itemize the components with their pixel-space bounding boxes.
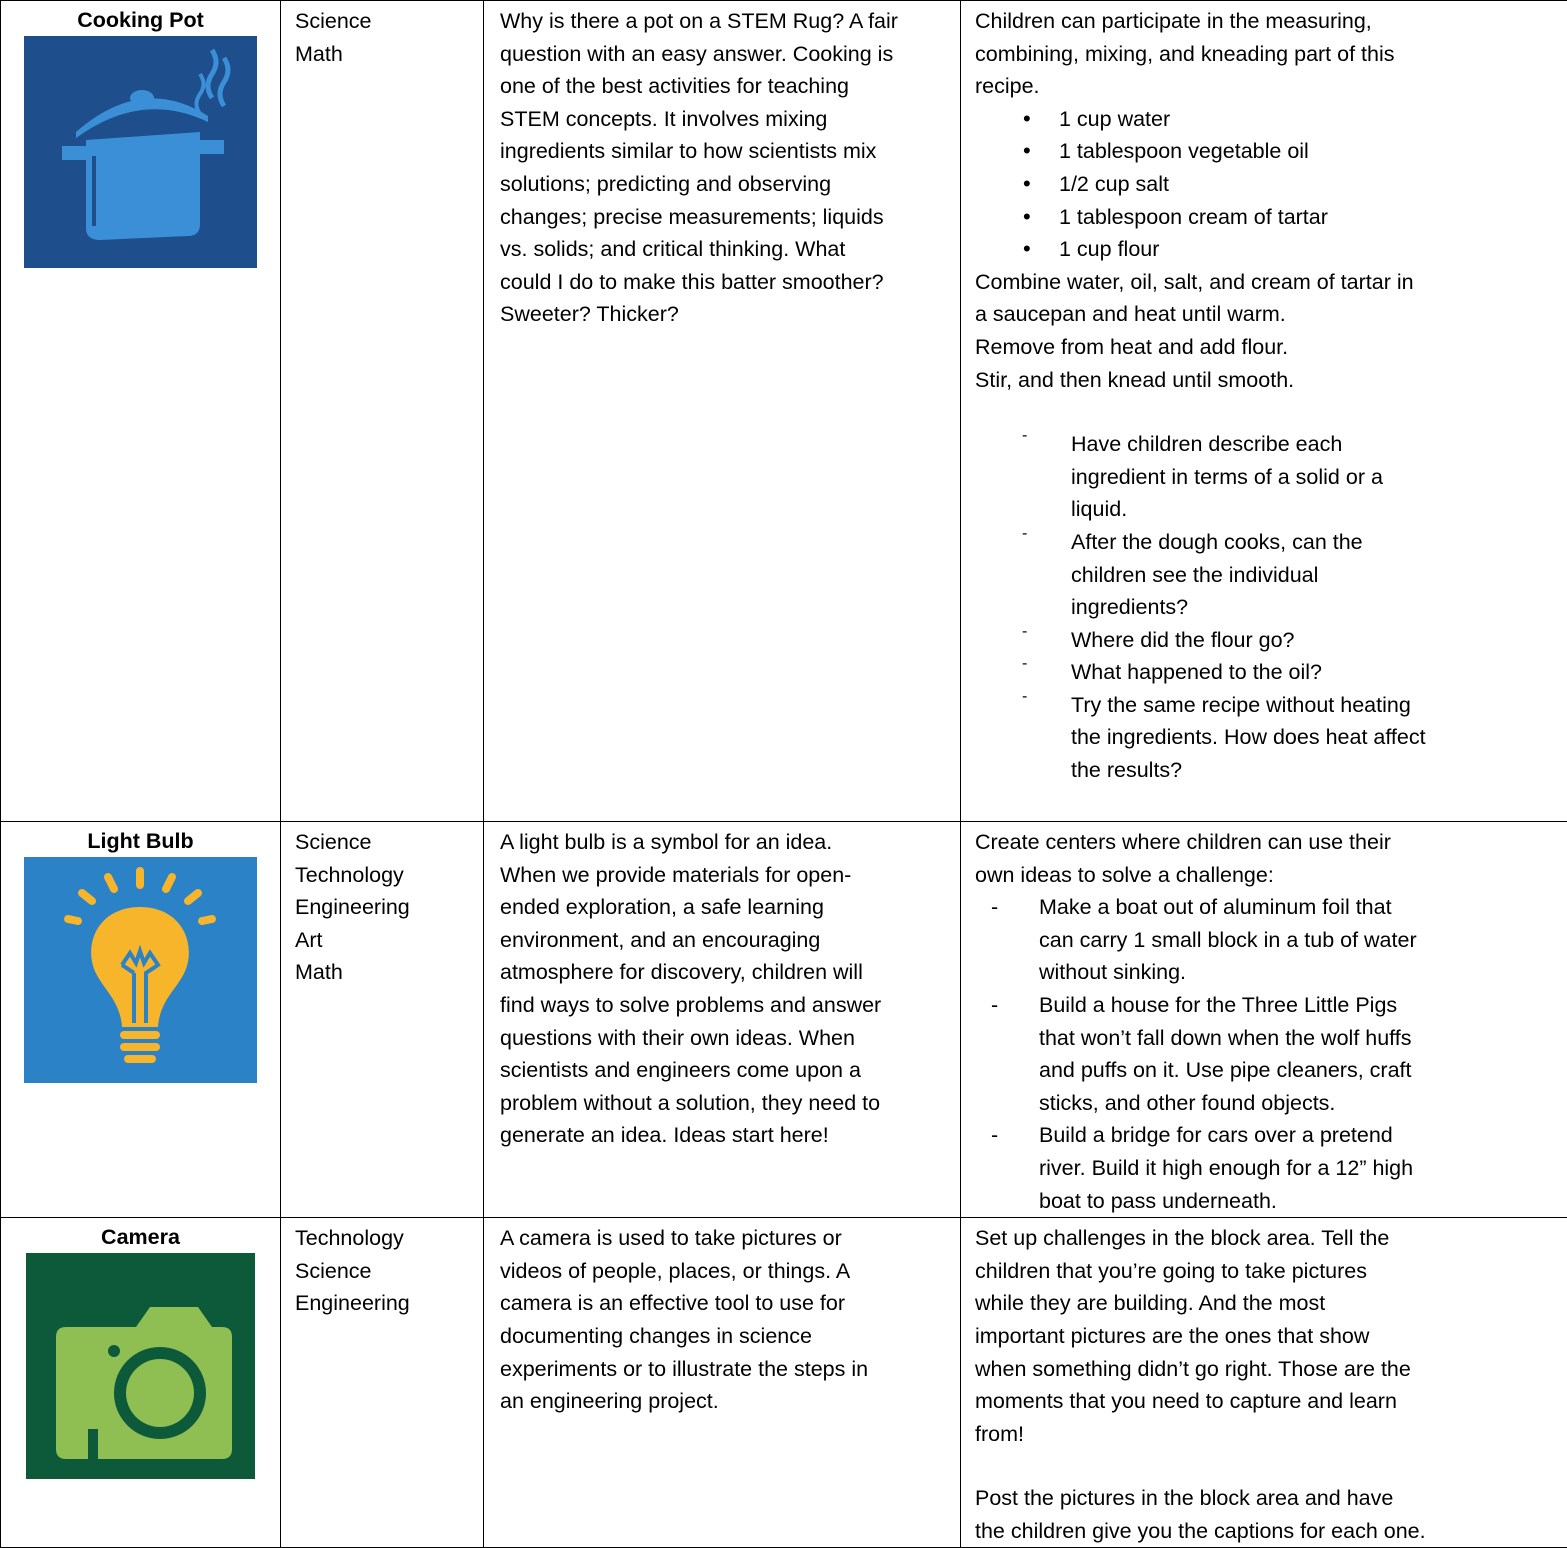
description-line: atmosphere for discovery, children will [500,956,952,989]
dash-marker: - [991,989,998,1022]
challenge-list [975,891,1563,1217]
description-line: vs. solids; and critical thinking. What [500,233,952,266]
question-item: - After the dough cooks, can the children see the individual ingredients? [975,526,1563,624]
activity-line: Post the pictures in the block area and have [975,1482,1563,1515]
activity-line: when something didn’t go right. Those are the [975,1353,1563,1386]
subject-item: Science [295,5,483,38]
activity-line: from! [975,1418,1563,1451]
activity-line: while they are building. And the most [975,1287,1563,1320]
step-line: a saucepan and heat until warm. [975,298,1563,331]
description-cell [484,822,961,1218]
activity-line: own ideas to solve a challenge: [975,859,1563,892]
activity-line: the children give you the captions for each one. [975,1515,1563,1548]
activity-cell [961,1218,1567,1548]
description-line: questions with their own ideas. When [500,1022,952,1055]
step-line: Stir, and then knead until smooth. [975,364,1563,397]
step-line: Combine water, oil, salt, and cream of tartar in [975,266,1563,299]
description-line: A light bulb is a symbol for an idea. [500,826,952,859]
description-line: When we provide materials for open- [500,859,952,892]
challenge-item: - Build a house for the Three Little Pigs that won’t fall down when the wolf huffs and puffs on it. Use pipe cleaners, craft sticks, and other found objects. [975,989,1563,1119]
challenge-item: - Build a bridge for cars over a pretend river. Build it high enough for a 12” high boat to pass underneath. [975,1119,1563,1217]
activity-line: important pictures are the ones that show [975,1320,1563,1353]
icon-cell [1,1,281,822]
description-line: STEM concepts. It involves mixing [500,103,952,136]
dash-marker: - [991,1119,998,1152]
subject-item: Math [295,956,483,989]
row-title: Camera [1,1218,280,1251]
question-item: - Have children describe each ingredient in terms of a solid or a liquid. [975,428,1563,526]
description-line: generate an idea. Ideas start here! [500,1119,952,1152]
table-row-light-bulb [1,822,1567,1218]
subject-item: Engineering [295,1287,483,1320]
dash-marker: - [1022,681,1027,714]
activity-line: Set up challenges in the block area. Tell the [975,1222,1563,1255]
question-item: - Where did the flour go? [975,624,1563,657]
question-item: - Try the same recipe without heating the ingredients. How does heat affect the results? [975,689,1563,787]
row-title: Light Bulb [1,822,280,855]
subject-item: Math [295,38,483,71]
subject-item: Technology [295,1222,483,1255]
challenge-item: - Make a boat out of aluminum foil that can carry 1 small block in a tub of water without sinking. [975,891,1563,989]
subject-item: Technology [295,859,483,892]
description-line: documenting changes in science [500,1320,952,1353]
description-line: Sweeter? Thicker? [500,298,952,331]
activity-line: Create centers where children can use their [975,826,1563,859]
description-line: question with an easy answer. Cooking is [500,38,952,71]
ingredient-list [975,103,1563,266]
description-cell [484,1218,961,1548]
activity-line: Children can participate in the measuring, [975,5,1563,38]
ingredient-item: • 1 cup flour [975,233,1563,266]
icon-cell [1,822,281,1218]
ingredient-item: • 1 tablespoon vegetable oil [975,135,1563,168]
subject-item: Engineering [295,891,483,924]
dash-marker: - [1022,648,1027,681]
description-line: an engineering project. [500,1385,952,1418]
description-line: changes; precise measurements; liquids [500,201,952,234]
activity-line: children that you’re going to take pictures [975,1255,1563,1288]
question-item: - What happened to the oil? [975,656,1563,689]
dash-marker: - [1022,616,1027,649]
question-list [975,428,1563,787]
dash-marker: - [991,891,998,924]
activity-line: recipe. [975,70,1563,103]
description-line: ingredients similar to how scientists mix [500,135,952,168]
cooking-pot-icon [24,36,257,268]
activity-cell [961,1,1567,822]
ingredient-item: • 1/2 cup salt [975,168,1563,201]
icon-cell [1,1218,281,1548]
subject-item: Science [295,1255,483,1288]
description-line: could I do to make this batter smoother? [500,266,952,299]
description-cell [484,1,961,822]
description-line: experiments or to illustrate the steps in [500,1353,952,1386]
description-line: scientists and engineers come upon a [500,1054,952,1087]
ingredient-item: • 1 tablespoon cream of tartar [975,201,1563,234]
description-line: A camera is used to take pictures or [500,1222,952,1255]
description-line: find ways to solve problems and answer [500,989,952,1022]
step-line: Remove from heat and add flour. [975,331,1563,364]
activity-cell [961,822,1567,1218]
description-line: ended exploration, a safe learning [500,891,952,924]
description-line: camera is an effective tool to use for [500,1287,952,1320]
subjects-cell [281,822,484,1218]
description-line: solutions; predicting and observing [500,168,952,201]
description-line: Why is there a pot on a STEM Rug? A fair [500,5,952,38]
description-line: videos of people, places, or things. A [500,1255,952,1288]
dash-marker: - [1022,420,1027,453]
dash-marker: - [1022,518,1027,551]
subjects-cell [281,1218,484,1548]
description-line: environment, and an encouraging [500,924,952,957]
subject-item: Art [295,924,483,957]
description-line: one of the best activities for teaching [500,70,952,103]
table-row-camera [1,1218,1567,1548]
camera-icon [26,1253,255,1479]
row-title: Cooking Pot [1,1,280,34]
ingredient-item: • 1 cup water [975,103,1563,136]
description-line: problem without a solution, they need to [500,1087,952,1120]
table-row-cooking-pot [1,1,1567,822]
subjects-cell [281,1,484,822]
subject-item: Science [295,826,483,859]
activity-line: moments that you need to capture and learn [975,1385,1563,1418]
activity-line: combining, mixing, and kneading part of this [975,38,1563,71]
light-bulb-icon [24,857,257,1083]
